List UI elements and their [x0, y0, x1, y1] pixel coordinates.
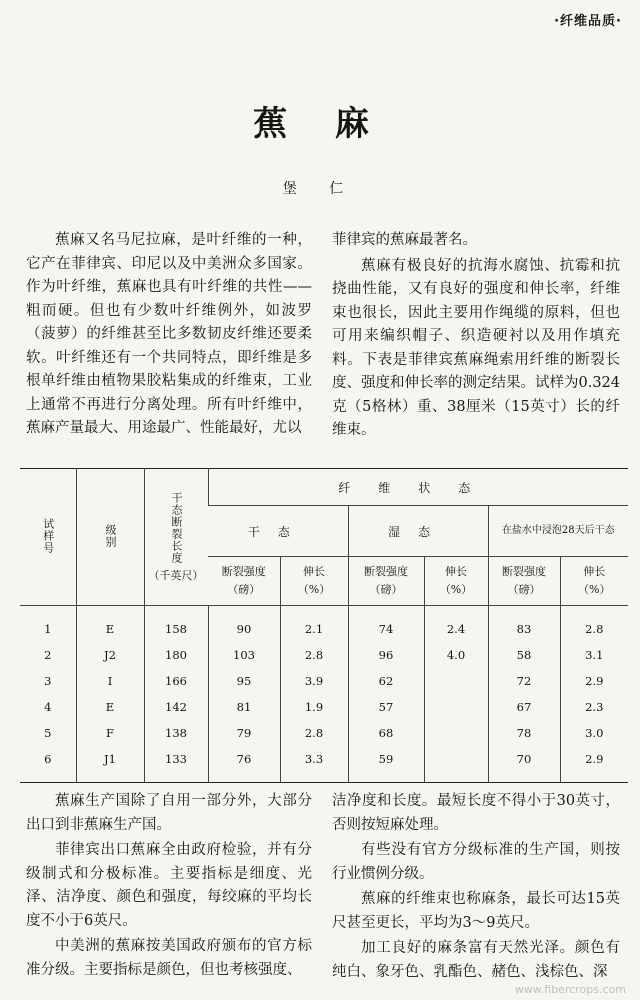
table-cell-brine_e: 2.9: [560, 746, 628, 783]
header-brine: 在盐水中浸泡28天后干态: [488, 506, 628, 557]
table-cell-brine_e: 3.1: [560, 642, 628, 668]
table-row: [20, 668, 628, 694]
article-title: 蕉 麻: [253, 104, 387, 144]
table-cell-dry_e: 1.9: [280, 694, 348, 720]
article-author: 堡 仁: [282, 181, 358, 197]
table-cell-dry_e: 2.8: [280, 720, 348, 746]
lower-left-column: [26, 790, 312, 982]
header-strength: 断裂强度 （磅）: [208, 557, 280, 606]
header-elongation: 伸长 （%）: [280, 557, 348, 606]
table-cell-brine_e: 2.9: [560, 668, 628, 694]
table-cell-grade: E: [76, 606, 144, 643]
table-cell-wet_e: 2.4: [424, 606, 488, 643]
paragraph: 洁净度和长度。最短长度不得小于30英寸，否则按短麻处理。: [332, 793, 620, 833]
table-cell-dry_s: 79: [208, 720, 280, 746]
table-cell-len: 133: [144, 746, 208, 783]
header-wet: 湿态: [348, 506, 488, 557]
table-row: [20, 606, 628, 643]
watermark: www.fibercrops.com: [514, 983, 626, 996]
table-cell-no: 4: [44, 700, 52, 714]
table-cell-wet_e: [424, 746, 488, 783]
table-cell-brine_e: 2.3: [560, 694, 628, 720]
header-grade: 级别: [76, 469, 144, 606]
header-elongation: 伸长 （%）: [424, 557, 488, 606]
paragraph: 有些没有官方分级标准的生产国，则按行业惯例分级。: [332, 842, 620, 882]
table-cell-wet_s: 59: [348, 746, 424, 783]
table-cell-wet_s: 68: [348, 720, 424, 746]
table-cell-no: 2: [44, 648, 52, 662]
table-cell-dry_s: 90: [208, 606, 280, 643]
table-cell-dry_e: 3.9: [280, 668, 348, 694]
table-cell-wet_s: 57: [348, 694, 424, 720]
paragraph: 中美洲的蕉麻按美国政府颁布的官方标准分级。主要指标是颜色，但也考核强度、: [26, 938, 312, 978]
header-elongation: 伸长 （%）: [560, 557, 628, 606]
table-cell-brine_s: 83: [488, 606, 560, 643]
table-row: [20, 642, 628, 668]
header-dry: 干态: [208, 506, 348, 557]
header-strength: 断裂强度 （磅）: [348, 557, 424, 606]
header-strength: 断裂强度 （磅）: [488, 557, 560, 606]
lower-right-column: [332, 790, 620, 984]
table-cell-len: 138: [144, 720, 208, 746]
table-cell-len: 166: [144, 668, 208, 694]
table-cell-len: 180: [144, 642, 208, 668]
table-cell-wet_e: [424, 668, 488, 694]
table-cell-dry_s: 103: [208, 642, 280, 668]
table-cell-grade: F: [76, 720, 144, 746]
paragraph: 菲律宾出口蕉麻全由政府检验，并有分级制式和分极标准。主要指标是细度、光泽、洁净度、颜色和强度，每绞麻的平均长度不小于6英尺。: [26, 842, 312, 929]
header-breaking-length: 干态断裂长度 （千英尺）: [144, 469, 208, 606]
table-cell-len: 158: [144, 606, 208, 643]
paragraph: 蕉麻的纤维束也称麻条，最长可达15英尺甚至更长，平均为3～9英尺。: [332, 891, 620, 931]
table-cell-brine_s: 78: [488, 720, 560, 746]
table-cell-dry_s: 81: [208, 694, 280, 720]
table-cell-len: 142: [144, 694, 208, 720]
table-cell-wet_e: 4.0: [424, 642, 488, 668]
table-cell-dry_e: 2.8: [280, 642, 348, 668]
paragraph: 蕉麻生产国除了自用一部分外，大部分出口到非蕉麻生产国。: [26, 793, 312, 833]
table-cell-no: 3: [44, 674, 52, 688]
table-cell-dry_e: 2.1: [280, 606, 348, 643]
table-cell-grade: J2: [76, 642, 144, 668]
table-row: [20, 746, 628, 783]
table-cell-no: 5: [44, 726, 52, 740]
table-cell-brine_s: 70: [488, 746, 560, 783]
fiber-test-table: [20, 468, 628, 783]
table-cell-wet_s: 96: [348, 642, 424, 668]
paragraph: 菲律宾的蕉麻最著名。: [332, 232, 477, 248]
header-sample-no: 试样号: [20, 469, 76, 606]
table-cell-brine_s: 67: [488, 694, 560, 720]
table-cell-wet_e: [424, 720, 488, 746]
table-cell-grade: J1: [76, 746, 144, 783]
table-cell-grade: E: [76, 694, 144, 720]
paragraph: 蕉麻有极良好的抗海水腐蚀、抗霉和抗挠曲性能，又有良好的强度和伸长率，纤维束也很长，因此主要用作绳缆的原料，但也可用来编织帽子、织造硬衬以及用作填充料。下表是菲律宾蕉麻绳索用纤维的断裂长度、强度和伸长率的测定结果。试样为0.324克（5格林）重、38厘米（15英寸）长的纤维束。: [332, 257, 621, 438]
table-cell-dry_e: 3.3: [280, 746, 348, 783]
table-cell-no: 1: [44, 622, 52, 636]
section-tag: ·纤维品质·: [554, 14, 622, 29]
table-cell-wet_s: 74: [348, 606, 424, 643]
table-cell-no: 6: [44, 752, 52, 766]
table-cell-brine_s: 72: [488, 668, 560, 694]
table-cell-dry_s: 95: [208, 668, 280, 694]
table-cell-wet_e: [424, 694, 488, 720]
header-fiber-state: 纤维状态: [208, 469, 628, 506]
table-cell-brine_e: 2.8: [560, 606, 628, 643]
upper-left-column: [26, 229, 312, 441]
table-cell-grade: I: [76, 668, 144, 694]
table-row: [20, 720, 628, 746]
table-cell-dry_s: 76: [208, 746, 280, 783]
paragraph: 蕉麻又名马尼拉麻，是叶纤维的一种，它产在菲律宾、印尼以及中美洲众多国家。作为叶纤维，蕉麻也具有叶纤维的共性——粗而硬。但也有少数叶纤维例外，如波罗（菠萝）的纤维甚至比多数韧皮纤维还要柔软。叶纤维还有一个共同特点，即纤维是多根单纤维由植物果胶粘集成的纤维束，工业上通常不再进行分离处理。所有叶纤维中，蕉麻产量最大、用途最广、性能最好，尤以: [26, 232, 312, 436]
paragraph: 加工良好的麻条富有天然光泽。颜色有纯白、象牙色、乳酯色、赭色、浅棕色、深: [332, 940, 620, 980]
table-cell-wet_s: 62: [348, 668, 424, 694]
table-cell-brine_s: 58: [488, 642, 560, 668]
table-cell-brine_e: 3.0: [560, 720, 628, 746]
upper-right-column: [332, 229, 620, 443]
table-row: [20, 694, 628, 720]
